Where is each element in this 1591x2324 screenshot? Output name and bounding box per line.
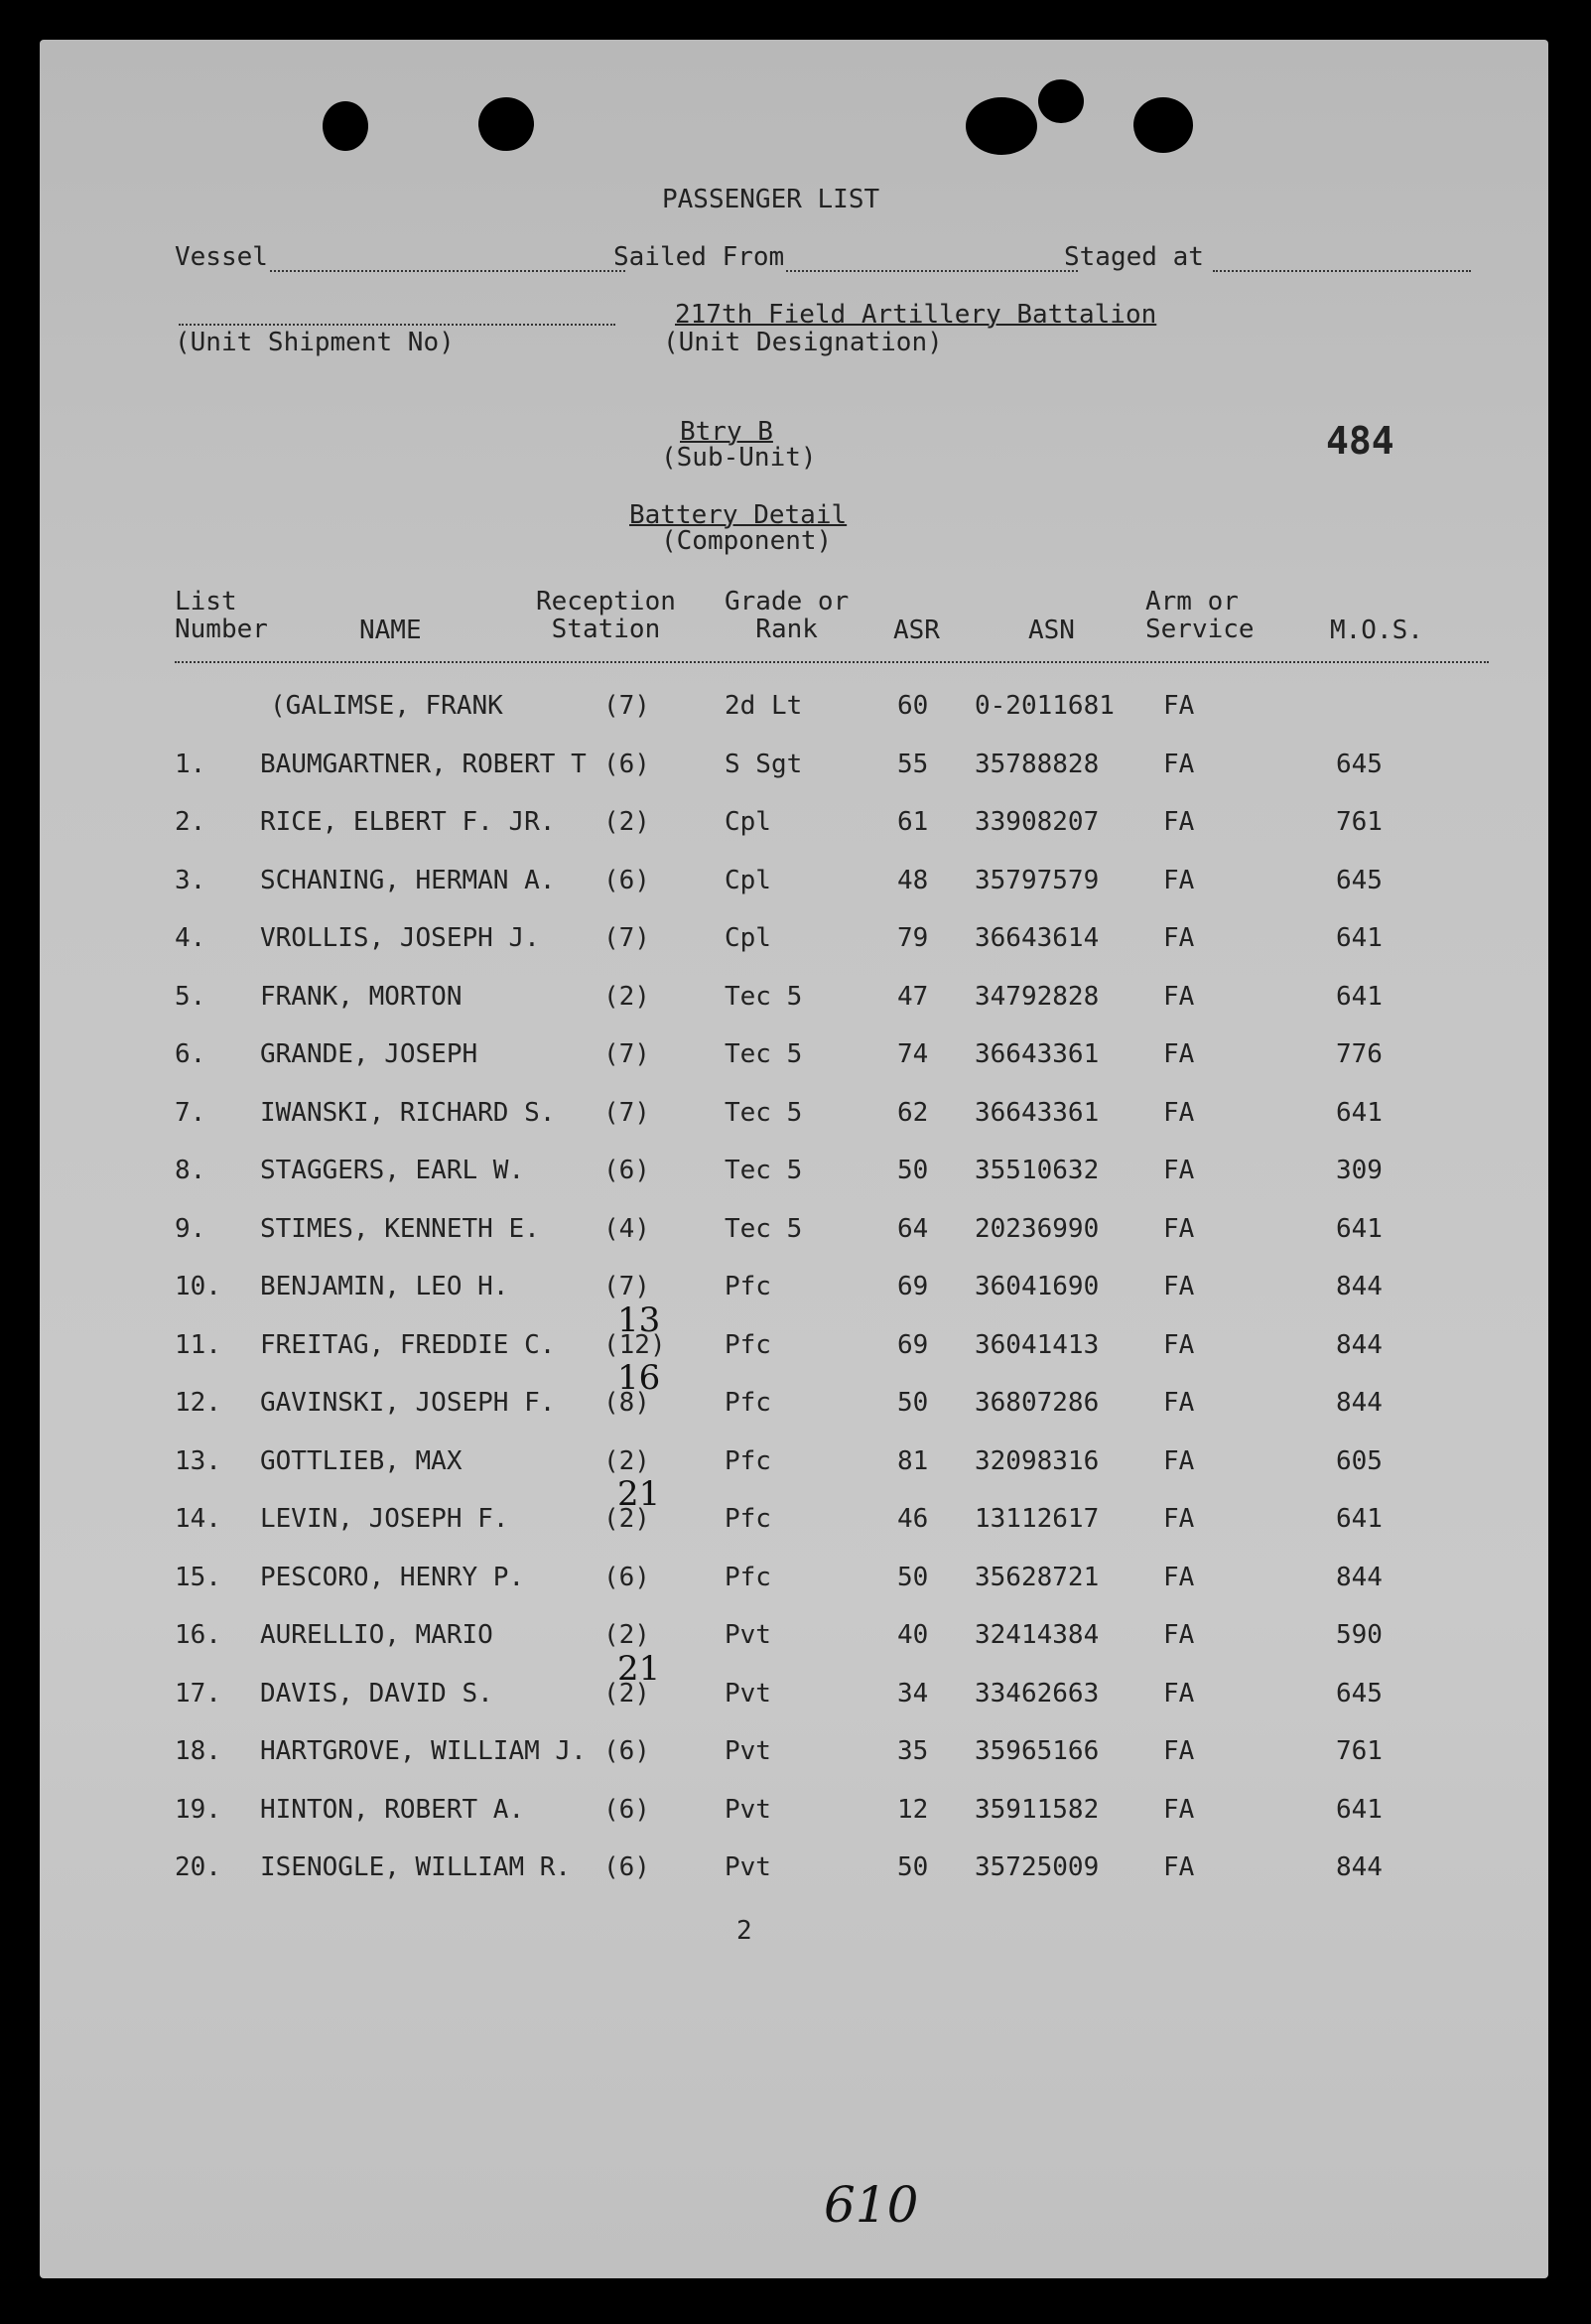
row-number: 14. bbox=[175, 1504, 221, 1534]
grade-rank: Pvt bbox=[725, 1678, 771, 1709]
row-number: 16. bbox=[175, 1620, 221, 1650]
unit-designation: 217th Field Artillery Battalion bbox=[675, 300, 1157, 330]
col-asr: ASR bbox=[893, 615, 940, 645]
table-row bbox=[40, 1648, 1548, 1718]
asn-value: 36807286 bbox=[975, 1388, 1100, 1418]
passenger-name: HARTGROVE, WILLIAM J. bbox=[260, 1736, 587, 1766]
asn-value: 33908207 bbox=[975, 807, 1100, 837]
reception-station: (12) bbox=[603, 1329, 666, 1360]
asr-value: 62 bbox=[897, 1097, 929, 1128]
reception-station: (6) bbox=[603, 1794, 650, 1825]
reception-station: (7) bbox=[603, 923, 650, 953]
table-row bbox=[40, 1446, 1548, 1486]
mos-code: 641 bbox=[1336, 1504, 1383, 1534]
passenger-name: AURELLIO, MARIO bbox=[260, 1620, 493, 1650]
handwritten-station-correction: 13 bbox=[617, 1299, 661, 1340]
passenger-name: SCHANING, HERMAN A. bbox=[260, 865, 556, 895]
mos-code: 641 bbox=[1336, 1213, 1383, 1244]
row-number: 12. bbox=[175, 1388, 221, 1418]
sailed-from-blank bbox=[786, 270, 1078, 272]
punch-hole bbox=[1038, 79, 1084, 123]
passenger-name: PESCORO, HENRY P. bbox=[260, 1562, 525, 1592]
table-row bbox=[40, 923, 1548, 963]
reception-station: (2) bbox=[603, 1504, 650, 1534]
reception-station: (2) bbox=[603, 1678, 650, 1709]
passenger-name: GOTTLIEB, MAX bbox=[260, 1445, 463, 1476]
mos-code: 645 bbox=[1336, 1678, 1383, 1709]
passenger-name: VROLLIS, JOSEPH J. bbox=[260, 923, 540, 953]
row-number: 4. bbox=[175, 923, 206, 953]
reception-station: (6) bbox=[603, 1736, 650, 1766]
mos-code: 605 bbox=[1336, 1445, 1383, 1476]
arm-service: FA bbox=[1163, 1852, 1195, 1882]
col-name: NAME bbox=[359, 615, 422, 645]
grade-rank: Tec 5 bbox=[725, 981, 803, 1012]
unit-shipment-label: (Unit Shipment No) bbox=[175, 328, 455, 357]
passenger-name: ISENOGLE, WILLIAM R. bbox=[260, 1852, 572, 1882]
mos-code: 844 bbox=[1336, 1562, 1383, 1592]
asr-value: 35 bbox=[897, 1736, 929, 1766]
mos-code: 641 bbox=[1336, 981, 1383, 1012]
mos-code: 844 bbox=[1336, 1388, 1383, 1418]
reception-station: (7) bbox=[603, 691, 650, 721]
handwritten-station-correction: 16 bbox=[617, 1358, 661, 1398]
passenger-name: FRANK, MORTON bbox=[260, 981, 463, 1012]
punch-hole bbox=[323, 101, 368, 151]
row-number: 13. bbox=[175, 1445, 221, 1476]
handwritten-station-correction: 21 bbox=[617, 1648, 661, 1689]
table-row bbox=[40, 691, 1548, 731]
asn-value: 35965166 bbox=[975, 1736, 1100, 1766]
col-mos: M.O.S. bbox=[1330, 615, 1423, 645]
asn-value: 35725009 bbox=[975, 1852, 1100, 1882]
row-number: 18. bbox=[175, 1736, 221, 1766]
asn-value: 35911582 bbox=[975, 1794, 1100, 1825]
asn-value: 36643361 bbox=[975, 1039, 1100, 1069]
table-row bbox=[40, 1214, 1548, 1254]
document-page bbox=[40, 40, 1548, 2278]
arm-service: FA bbox=[1163, 1620, 1195, 1650]
table-row bbox=[40, 1358, 1548, 1428]
arm-service: FA bbox=[1163, 981, 1195, 1012]
table-row bbox=[40, 982, 1548, 1022]
asn-value: 35797579 bbox=[975, 865, 1100, 895]
asr-value: 60 bbox=[897, 691, 929, 721]
table-row bbox=[40, 1272, 1548, 1311]
arm-service: FA bbox=[1163, 1794, 1195, 1825]
asn-value: 36041690 bbox=[975, 1272, 1100, 1301]
mos-code: 844 bbox=[1336, 1852, 1383, 1882]
unit-shipment-blank bbox=[179, 324, 615, 326]
arm-service: FA bbox=[1163, 1039, 1195, 1069]
passenger-name: IWANSKI, RICHARD S. bbox=[260, 1097, 556, 1128]
row-number: 9. bbox=[175, 1213, 206, 1244]
mos-code: 645 bbox=[1336, 865, 1383, 895]
grade-rank: Pfc bbox=[725, 1562, 771, 1592]
asr-value: 69 bbox=[897, 1272, 929, 1301]
table-row bbox=[40, 1563, 1548, 1602]
asr-value: 61 bbox=[897, 807, 929, 837]
row-number: 1. bbox=[175, 749, 206, 779]
component-label: (Component) bbox=[661, 526, 833, 556]
row-number: 8. bbox=[175, 1156, 206, 1185]
asr-value: 47 bbox=[897, 981, 929, 1012]
row-number: 7. bbox=[175, 1097, 206, 1128]
arm-service: FA bbox=[1163, 1213, 1195, 1244]
arm-service: FA bbox=[1163, 1678, 1195, 1709]
unit-designation-label: (Unit Designation) bbox=[663, 328, 943, 357]
asn-value: 35510632 bbox=[975, 1156, 1100, 1185]
grade-rank: Pfc bbox=[725, 1388, 771, 1418]
arm-service: FA bbox=[1163, 1736, 1195, 1766]
grade-rank: Pfc bbox=[725, 1329, 771, 1360]
asr-value: 69 bbox=[897, 1329, 929, 1360]
asn-value: 36041413 bbox=[975, 1329, 1100, 1360]
grade-rank: S Sgt bbox=[725, 749, 803, 779]
col-grade-rank: Grade or Rank bbox=[725, 587, 850, 644]
grade-rank: Cpl bbox=[725, 807, 771, 837]
handwritten-number: 610 bbox=[824, 2176, 919, 2234]
asn-value: 35788828 bbox=[975, 749, 1100, 779]
arm-service: FA bbox=[1163, 1329, 1195, 1360]
table-row bbox=[40, 1299, 1548, 1370]
passenger-name: FREITAG, FREDDIE C. bbox=[260, 1329, 556, 1360]
grade-rank: 2d Lt bbox=[725, 691, 803, 721]
mos-code: 645 bbox=[1336, 749, 1383, 779]
punch-hole bbox=[478, 97, 534, 151]
mos-code: 844 bbox=[1336, 1329, 1383, 1360]
mos-code: 590 bbox=[1336, 1620, 1383, 1650]
passenger-name: LEVIN, JOSEPH F. bbox=[260, 1504, 509, 1534]
sub-unit: Btry B bbox=[680, 417, 773, 447]
reception-station: (7) bbox=[603, 1039, 650, 1069]
mos-code: 641 bbox=[1336, 1794, 1383, 1825]
table-row bbox=[40, 1620, 1548, 1660]
asr-value: 50 bbox=[897, 1156, 929, 1185]
table-row bbox=[40, 1474, 1548, 1544]
component: Battery Detail bbox=[629, 500, 848, 530]
handwritten-station-correction: 21 bbox=[617, 1474, 661, 1514]
grade-rank: Cpl bbox=[725, 865, 771, 895]
asn-value: 20236990 bbox=[975, 1213, 1100, 1244]
mos-code: 776 bbox=[1336, 1039, 1383, 1069]
passenger-name: STIMES, KENNETH E. bbox=[260, 1213, 540, 1244]
asr-value: 50 bbox=[897, 1852, 929, 1882]
asn-value: 36643614 bbox=[975, 923, 1100, 953]
passenger-name: STAGGERS, EARL W. bbox=[260, 1156, 525, 1185]
grade-rank: Tec 5 bbox=[725, 1039, 803, 1069]
sub-unit-label: (Sub-Unit) bbox=[661, 443, 817, 473]
asn-value: 32098316 bbox=[975, 1445, 1100, 1476]
staged-at-label: Staged at bbox=[1064, 242, 1204, 272]
row-number: 17. bbox=[175, 1678, 221, 1709]
page-stamp: 484 bbox=[1326, 419, 1394, 463]
row-number: 11. bbox=[175, 1329, 221, 1360]
table-row bbox=[40, 1736, 1548, 1776]
reception-station: (6) bbox=[603, 1852, 650, 1882]
vessel-label: Vessel bbox=[175, 242, 268, 272]
row-number: 10. bbox=[175, 1272, 221, 1301]
asn-value: 33462663 bbox=[975, 1678, 1100, 1709]
table-row bbox=[40, 1098, 1548, 1138]
reception-station: (2) bbox=[603, 981, 650, 1012]
passenger-name: BENJAMIN, LEO H. bbox=[260, 1272, 509, 1301]
mos-code: 844 bbox=[1336, 1272, 1383, 1301]
asr-value: 74 bbox=[897, 1039, 929, 1069]
reception-station: (2) bbox=[603, 1620, 650, 1650]
grade-rank: Pvt bbox=[725, 1852, 771, 1882]
grade-rank: Tec 5 bbox=[725, 1097, 803, 1128]
mos-code: 761 bbox=[1336, 1736, 1383, 1766]
arm-service: FA bbox=[1163, 807, 1195, 837]
table-row bbox=[40, 1795, 1548, 1835]
arm-service: FA bbox=[1163, 865, 1195, 895]
page-number: 2 bbox=[736, 1916, 752, 1946]
asn-value: 13112617 bbox=[975, 1504, 1100, 1534]
arm-service: FA bbox=[1163, 1272, 1195, 1301]
reception-station: (7) bbox=[603, 1272, 650, 1301]
asr-value: 79 bbox=[897, 923, 929, 953]
asn-value: 0-2011681 bbox=[975, 691, 1115, 721]
asr-value: 64 bbox=[897, 1213, 929, 1244]
arm-service: FA bbox=[1163, 749, 1195, 779]
passenger-name: GRANDE, JOSEPH bbox=[260, 1039, 478, 1069]
asn-value: 34792828 bbox=[975, 981, 1100, 1012]
asn-value: 36643361 bbox=[975, 1097, 1100, 1128]
arm-service: FA bbox=[1163, 1388, 1195, 1418]
grade-rank: Cpl bbox=[725, 923, 771, 953]
asr-value: 50 bbox=[897, 1388, 929, 1418]
row-number: 6. bbox=[175, 1039, 206, 1069]
reception-station: (6) bbox=[603, 749, 650, 779]
arm-service: FA bbox=[1163, 691, 1195, 721]
staged-at-blank bbox=[1213, 270, 1471, 272]
row-number: 15. bbox=[175, 1562, 221, 1592]
arm-service: FA bbox=[1163, 1156, 1195, 1185]
grade-rank: Pfc bbox=[725, 1504, 771, 1534]
grade-rank: Pvt bbox=[725, 1794, 771, 1825]
mos-code: 761 bbox=[1336, 807, 1383, 837]
asr-value: 46 bbox=[897, 1504, 929, 1534]
row-number: 19. bbox=[175, 1794, 221, 1825]
arm-service: FA bbox=[1163, 1562, 1195, 1592]
passenger-name: DAVIS, DAVID S. bbox=[260, 1678, 493, 1709]
reception-station: (7) bbox=[603, 1097, 650, 1128]
grade-rank: Tec 5 bbox=[725, 1213, 803, 1244]
grade-rank: Tec 5 bbox=[725, 1156, 803, 1185]
table-row bbox=[40, 1852, 1548, 1892]
reception-station: (6) bbox=[603, 1562, 650, 1592]
reception-station: (8) bbox=[603, 1388, 650, 1418]
col-arm-service: Arm or Service bbox=[1145, 587, 1255, 644]
table-row bbox=[40, 1156, 1548, 1195]
vessel-blank bbox=[270, 270, 625, 272]
passenger-name: GAVINSKI, JOSEPH F. bbox=[260, 1388, 556, 1418]
asr-value: 34 bbox=[897, 1678, 929, 1709]
asn-value: 35628721 bbox=[975, 1562, 1100, 1592]
asr-value: 40 bbox=[897, 1620, 929, 1650]
row-number: 2. bbox=[175, 807, 206, 837]
asr-value: 48 bbox=[897, 865, 929, 895]
row-number: 5. bbox=[175, 981, 206, 1012]
reception-station: (4) bbox=[603, 1213, 650, 1244]
header-rule bbox=[175, 661, 1489, 663]
mos-code: 641 bbox=[1336, 1097, 1383, 1128]
mos-code: 309 bbox=[1336, 1156, 1383, 1185]
asn-value: 32414384 bbox=[975, 1620, 1100, 1650]
asr-value: 12 bbox=[897, 1794, 929, 1825]
col-asn: ASN bbox=[1028, 615, 1075, 645]
passenger-name: (GALIMSE, FRANK bbox=[270, 691, 503, 721]
table-row bbox=[40, 1039, 1548, 1079]
table-row bbox=[40, 750, 1548, 789]
grade-rank: Pfc bbox=[725, 1445, 771, 1476]
col-list-number: List Number bbox=[175, 587, 268, 644]
reception-station: (2) bbox=[603, 807, 650, 837]
mos-code: 641 bbox=[1336, 923, 1383, 953]
arm-service: FA bbox=[1163, 1097, 1195, 1128]
reception-station: (2) bbox=[603, 1445, 650, 1476]
passenger-name: HINTON, ROBERT A. bbox=[260, 1794, 525, 1825]
col-reception-station: Reception Station bbox=[536, 587, 676, 644]
asr-value: 81 bbox=[897, 1445, 929, 1476]
row-number: 20. bbox=[175, 1852, 221, 1882]
reception-station: (6) bbox=[603, 1156, 650, 1185]
passenger-name: BAUMGARTNER, ROBERT T bbox=[260, 749, 587, 779]
sailed-from-label: Sailed From bbox=[613, 242, 785, 272]
page-title: PASSENGER LIST bbox=[662, 185, 880, 214]
grade-rank: Pvt bbox=[725, 1736, 771, 1766]
punch-hole bbox=[1133, 97, 1193, 153]
arm-service: FA bbox=[1163, 923, 1195, 953]
row-number: 3. bbox=[175, 865, 206, 895]
asr-value: 55 bbox=[897, 749, 929, 779]
grade-rank: Pvt bbox=[725, 1620, 771, 1650]
table-row bbox=[40, 807, 1548, 847]
table-row bbox=[40, 866, 1548, 905]
grade-rank: Pfc bbox=[725, 1272, 771, 1301]
arm-service: FA bbox=[1163, 1445, 1195, 1476]
arm-service: FA bbox=[1163, 1504, 1195, 1534]
punch-hole bbox=[966, 97, 1037, 155]
passenger-name: RICE, ELBERT F. JR. bbox=[260, 807, 556, 837]
reception-station: (6) bbox=[603, 865, 650, 895]
asr-value: 50 bbox=[897, 1562, 929, 1592]
